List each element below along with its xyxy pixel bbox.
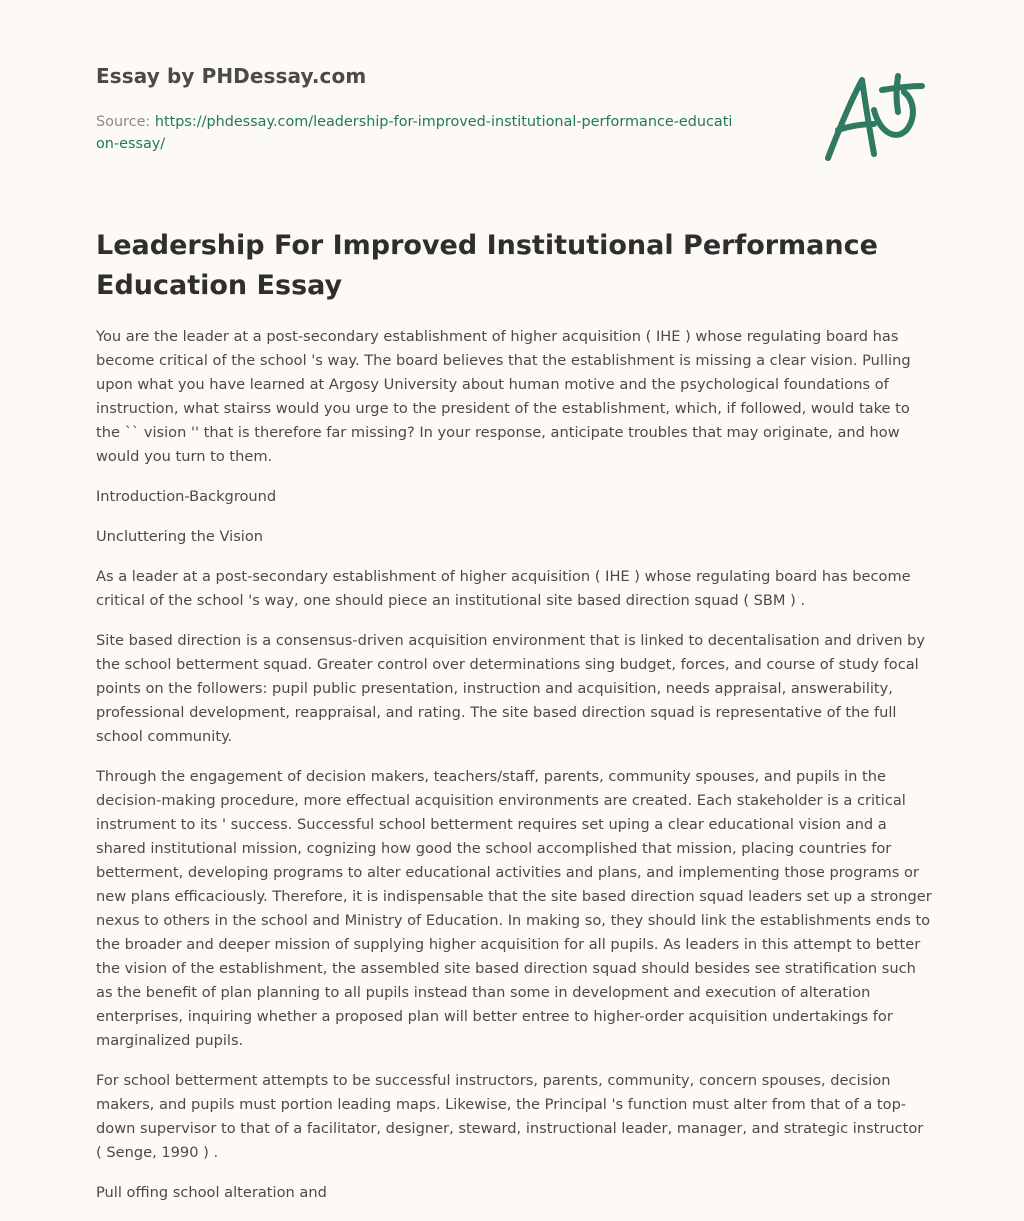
- paragraph: As a leader at a post-secondary establishment of higher acquisition ( IHE ) whose regulating board has become critical of the school 's way, one should piece an institutional site based direction squad ( SBM ) .: [96, 568, 911, 609]
- section-heading: Introduction-Background: [96, 488, 277, 505]
- section-heading: Uncluttering the Vision: [96, 528, 264, 545]
- source-label: Source:: [96, 114, 155, 130]
- paragraph: Site based direction is a consensus-driven acquisition environment that is linked to decentalisation and driven by the school betterment squad. Greater control over determinations sing budget, forces, and course of study focal points on the followers: pupil public presentation, instruction and acquisition, needs appraisal, answerability, professional development, reappraisal, and rating. The site based direction squad is representative of the full school community.: [96, 632, 926, 745]
- document-title: Leadership For Improved Institutional Performance Education Essay: [96, 230, 878, 301]
- site-title: Essay by PHDessay.com: [96, 64, 367, 88]
- a-plus-grade-icon: [822, 68, 926, 164]
- paragraph: You are the leader at a post-secondary establishment of higher acquisition ( IHE ) whose regulating board has become critical of the school 's way. The board believes that the establishment is missing a clear vision. Pulling upon what you have learned at Argosy University about human motive and the psychological foundations of instruction, what stairss would you urge to the president of the establishment, which, if followed, would take to the `` vision '' that is therefore far missing? In your response, anticipate troubles that may originate, and how would you turn to them.: [96, 328, 911, 465]
- paragraph: Through the engagement of decision makers, teachers/staff, parents, community spouses, and pupils in the decision-making procedure, more effectual acquisition environments are created. Each stakeholder is a critical instrument to its ' success. Successful school betterment requires set uping a clear educational vision and a shared institutional mission, cognizing how good the school accomplished that mission, placing countries for betterment, developing programs to alter educational activities and plans, and implementing those programs or new plans efficaciously. Therefore, it is indispensable that the site based direction squad leaders set up a stronger nexus to others in the school and Ministry of Education. In making so, they should link the establishments ends to the broader and deeper mission of supplying higher acquisition for all pupils. As leaders in this attempt to better the vision of the establishment, the assembled site based direction squad should besides see stratification such as the benefit of plan planning to all pupils instead than some in development and execution of alteration enterprises, inquiring whether a proposed plan will better entree to higher-order acquisition undertakings for marginalized pupils.: [96, 768, 932, 1049]
- article-body: [96, 325, 932, 1221]
- source-line: [96, 111, 736, 155]
- paragraph: For school betterment attempts to be successful instructors, parents, community, concern spouses, decision makers, and pupils must portion leading maps. Likewise, the Principal 's function must alter from that of a top-down supervisor to that of a facilitator, designer, steward, instructional leader, manager, and strategic instructor ( Senge, 1990 ) .: [96, 1072, 924, 1161]
- a-plus-logo-graphic: [822, 68, 926, 164]
- paragraph: Pull offing school alteration and: [96, 1184, 327, 1201]
- source-link[interactable]: https://phdessay.com/leadership-for-improved-institutional-performance-education-essay/: [96, 114, 733, 152]
